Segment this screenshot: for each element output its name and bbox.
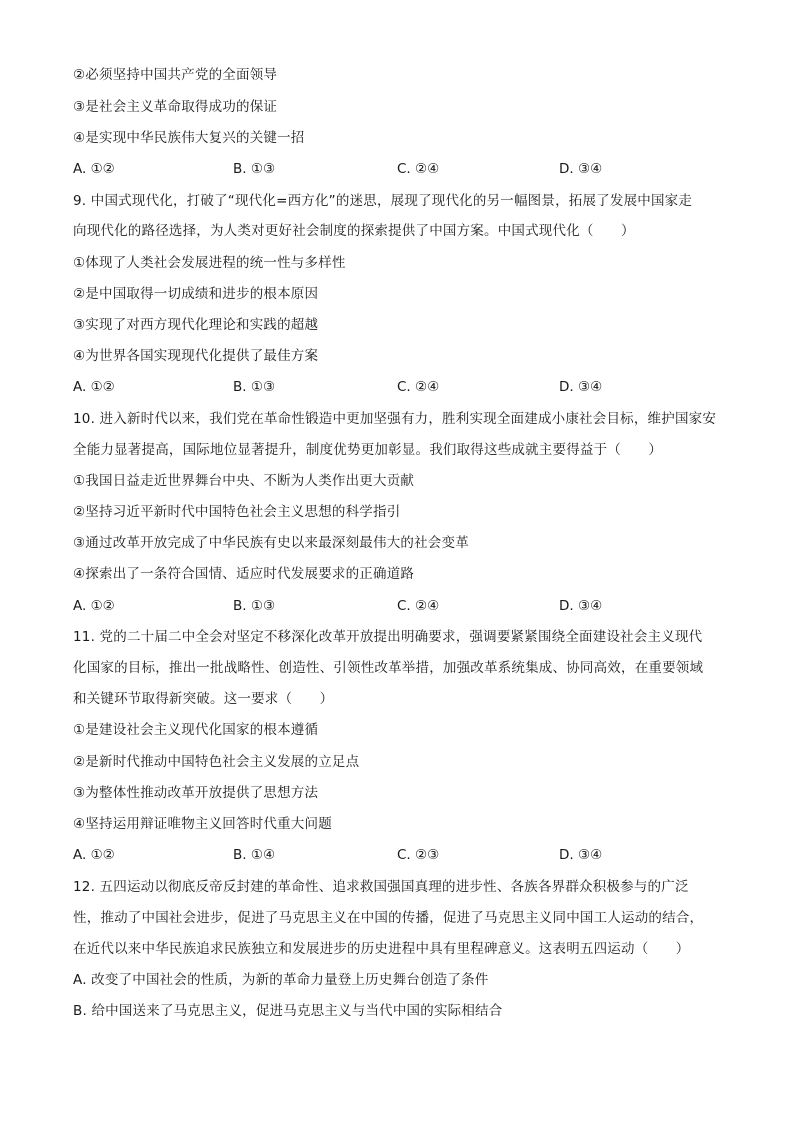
q9-options — [73, 378, 733, 396]
q11-statement-3: ③为整体性推动改革开放提供了思想方法 — [73, 785, 319, 801]
q12-stem-line-2: 性，推动了中国社会进步，促进了马克思主义在中国的传播，促进了马克思主义同中国工人运动的结合， — [73, 910, 704, 926]
q10-option-d: D. ③④ — [559, 598, 603, 614]
q8-statement-2: ②必须坚持中国共产党的全面领导 — [73, 67, 278, 83]
q8-statement-4: ④是实现中华民族伟大复兴的关键一招 — [73, 130, 305, 146]
q9-option-c: C. ②④ — [397, 379, 440, 395]
q9-statement-1: ①体现了人类社会发展进程的统一性与多样性 — [73, 255, 346, 271]
q9-statement-4: ④为世界各国实现现代化提供了最佳方案 — [73, 348, 319, 364]
q10-option-c: C. ②④ — [397, 598, 440, 614]
q9-statement-2: ②是中国取得一切成绩和进步的根本原因 — [73, 286, 319, 302]
q9-stem-line-1: 9. 中国式现代化，打破了“现代化=西方化”的迷思，展现了现代化的另一幅图景，拓展了发展中国家走 — [73, 193, 693, 209]
q10-statement-1: ①我国日益走近世界舞台中央、不断为人类作出更大贡献 — [73, 473, 415, 489]
q9-statement-3: ③实现了对西方现代化理论和实践的超越 — [73, 317, 319, 333]
q10-statement-3: ③通过改革开放完成了中华民族有史以来最深刻最伟大的社会变革 — [73, 535, 469, 551]
q8-option-c: C. ②④ — [397, 161, 440, 177]
q11-statement-1: ①是建设社会主义现代化国家的根本遵循 — [73, 722, 319, 738]
q11-statement-4: ④坚持运用辩证唯物主义回答时代重大问题 — [73, 816, 332, 832]
q8-option-d: D. ③④ — [559, 161, 603, 177]
q11-option-c: C. ②③ — [397, 847, 440, 863]
q8-options — [73, 160, 733, 178]
q10-statement-2: ②坚持习近平新时代中国特色社会主义思想的科学指引 — [73, 504, 401, 520]
q9-stem-line-2: 向现代化的路径选择，为人类对更好社会制度的探索提供了中国方案。中国式现代化（ ） — [73, 223, 635, 239]
q11-option-a: A. ①② — [73, 847, 115, 863]
q12-option-b: B. 给中国送来了马克思主义，促进马克思主义与当代中国的实际相结合 — [73, 1003, 503, 1019]
q9-option-a: A. ①② — [73, 379, 115, 395]
q10-option-b: B. ①③ — [233, 598, 276, 614]
q12-stem-line-1: 12. 五四运动以彻底反帝反封建的革命性、追求救国强国真理的进步性、各族各界群众积极参与的广泛 — [73, 879, 689, 895]
q10-stem-line-2: 全能力显著提高，国际地位显著提升，制度优势更加彰显。我们取得这些成就主要得益于（ ） — [73, 442, 663, 458]
q10-stem-line-1: 10. 进入新时代以来，我们党在革命性锻造中更加坚强有力，胜利实现全面建成小康社会目标，维护国家安 — [73, 411, 717, 427]
q11-stem-line-2: 化国家的目标，推出一批战略性、创造性、引领性改革举措，加强改革系统集成、协同高效，在重要领域 — [73, 660, 704, 676]
q11-stem-line-3: 和关键环节取得新突破。这一要求（ ） — [73, 691, 334, 707]
q9-option-b: B. ①③ — [233, 379, 276, 395]
q12-stem-line-3: 在近代以来中华民族追求民族独立和发展进步的历史进程中具有里程碑意义。这表明五四运动（ ） — [73, 941, 690, 957]
q10-options — [73, 597, 733, 615]
q11-stem-line-1: 11. 党的二十届二中全会对坚定不移深化改革开放提出明确要求，强调要紧紧围绕全面建设社会主义现代 — [73, 629, 703, 645]
q11-options — [73, 846, 733, 864]
q8-statement-3: ③是社会主义革命取得成功的保证 — [73, 99, 278, 115]
q8-option-a: A. ①② — [73, 161, 115, 177]
q8-option-b: B. ①③ — [233, 161, 276, 177]
q10-option-a: A. ①② — [73, 598, 115, 614]
q11-option-b: B. ①④ — [233, 847, 276, 863]
q10-statement-4: ④探索出了一条符合国情、适应时代发展要求的正确道路 — [73, 566, 415, 582]
q11-option-d: D. ③④ — [559, 847, 603, 863]
q11-statement-2: ②是新时代推动中国特色社会主义发展的立足点 — [73, 754, 360, 770]
q9-option-d: D. ③④ — [559, 379, 603, 395]
q12-option-a: A. 改变了中国社会的性质，为新的革命力量登上历史舞台创造了条件 — [73, 972, 489, 988]
